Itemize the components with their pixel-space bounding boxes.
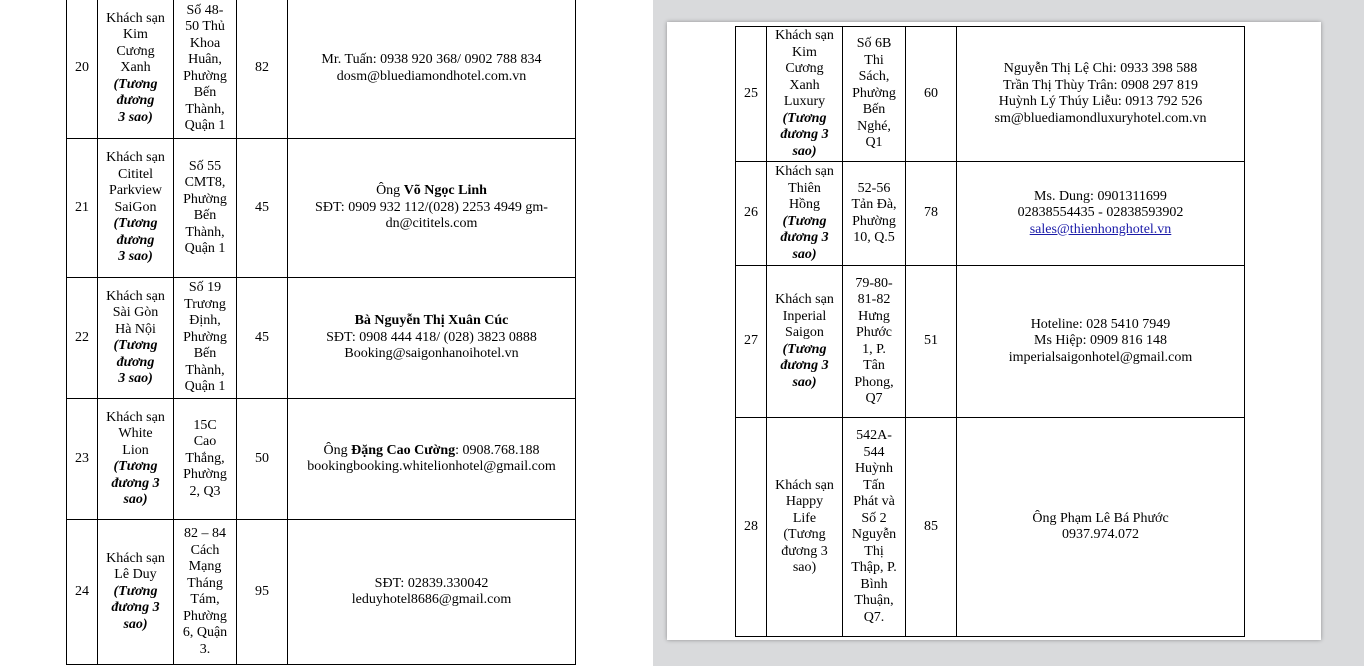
address-cell: 52-56 Tản Đà, Phường 10, Q.5 bbox=[843, 162, 906, 266]
document-page-right bbox=[667, 22, 1321, 640]
contact-cell: Hoteline: 028 5410 7949 Ms Hiệp: 0909 816 148 imperialsaigonhotel@gmail.com bbox=[957, 266, 1245, 418]
address-cell: Số 19 Trương Định, Phường Bến Thành, Quận 1 bbox=[174, 278, 237, 399]
hotel-name-cell: Khách sạn Happy Life (Tương đương 3 sao) bbox=[767, 418, 843, 637]
address-cell: 542A- 544 Huỳnh Tấn Phát và Số 2 Nguyễn Thị Thập, P. Bình Thuận, Q7. bbox=[843, 418, 906, 637]
address-cell: 15C Cao Thắng, Phường 2, Q3 bbox=[174, 399, 237, 520]
room-count: 45 bbox=[237, 278, 288, 399]
room-count: 45 bbox=[237, 139, 288, 278]
row-number: 26 bbox=[736, 162, 767, 266]
table-row bbox=[736, 27, 1245, 162]
room-count: 85 bbox=[906, 418, 957, 637]
contact-cell: Ông Đặng Cao Cường: 0908.768.188 bookingbooking.whitelionhotel@gmail.com bbox=[288, 399, 576, 520]
hotel-name-cell: Khách sạn Kim Cương Xanh (Tương đương 3 sao) bbox=[98, 0, 174, 139]
row-number: 25 bbox=[736, 27, 767, 162]
address-cell: 82 – 84 Cách Mạng Tháng Tám, Phường 6, Quận 3. bbox=[174, 520, 237, 665]
contact-cell: Ông Võ Ngọc Linh SĐT: 0909 932 112/(028) 2253 4949 gm- dn@cititels.com bbox=[288, 139, 576, 278]
row-number: 22 bbox=[67, 278, 98, 399]
room-count: 78 bbox=[906, 162, 957, 266]
row-number: 28 bbox=[736, 418, 767, 637]
table-row bbox=[67, 278, 576, 399]
hotel-name-cell: Khách sạn Inperial Saigon (Tương đương 3 sao) bbox=[767, 266, 843, 418]
row-number: 21 bbox=[67, 139, 98, 278]
row-number: 27 bbox=[736, 266, 767, 418]
contact-cell: Mr. Tuấn: 0938 920 368/ 0902 788 834 dosm@bluediamondhotel.com.vn bbox=[288, 0, 576, 139]
room-count: 50 bbox=[237, 399, 288, 520]
contact-cell: Bà Nguyễn Thị Xuân Cúc SĐT: 0908 444 418/ (028) 3823 0888 Booking@saigonhanoihotel.vn bbox=[288, 278, 576, 399]
contact-cell: Ông Phạm Lê Bá Phước 0937.974.072 bbox=[957, 418, 1245, 637]
hotel-name-cell: Khách sạn White Lion (Tương đương 3 sao) bbox=[98, 399, 174, 520]
hotel-name-cell: Khách sạn Lê Duy (Tương đương 3 sao) bbox=[98, 520, 174, 665]
table-row bbox=[67, 399, 576, 520]
row-number: 20 bbox=[67, 0, 98, 139]
contact-cell: Nguyễn Thị Lệ Chi: 0933 398 588 Trần Thị Thùy Trân: 0908 297 819 Huỳnh Lý Thúy Liễu: 0913 792 526 sm@bluediamondluxuryhotel.com.vn bbox=[957, 27, 1245, 162]
document-page-left bbox=[0, 0, 653, 666]
address-cell: Số 55 CMT8, Phường Bến Thành, Quận 1 bbox=[174, 139, 237, 278]
hotel-name-cell: Khách sạn Thiên Hồng (Tương đương 3 sao) bbox=[767, 162, 843, 266]
room-count: 60 bbox=[906, 27, 957, 162]
table-row bbox=[736, 266, 1245, 418]
room-count: 95 bbox=[237, 520, 288, 665]
hotel-table-left bbox=[66, 0, 576, 665]
row-number: 23 bbox=[67, 399, 98, 520]
room-count: 82 bbox=[237, 0, 288, 139]
room-count: 51 bbox=[906, 266, 957, 418]
contact-cell: SĐT: 02839.330042 leduyhotel8686@gmail.com bbox=[288, 520, 576, 665]
table-row bbox=[67, 0, 576, 139]
address-cell: Số 48- 50 Thủ Khoa Huân, Phường Bến Thành, Quận 1 bbox=[174, 0, 237, 139]
contact-cell: Ms. Dung: 0901311699 02838554435 - 02838593902 sales@thienhonghotel.vn bbox=[957, 162, 1245, 266]
table-row bbox=[67, 139, 576, 278]
hotel-name-cell: Khách sạn Cititel Parkview SaiGon (Tương đương 3 sao) bbox=[98, 139, 174, 278]
table-row bbox=[736, 418, 1245, 637]
hotel-name-cell: Khách sạn Kim Cương Xanh Luxury (Tương đương 3 sao) bbox=[767, 27, 843, 162]
table-row bbox=[736, 162, 1245, 266]
hotel-name-cell: Khách sạn Sài Gòn Hà Nội (Tương đương 3 sao) bbox=[98, 278, 174, 399]
address-cell: Số 6B Thi Sách, Phường Bến Nghé, Q1 bbox=[843, 27, 906, 162]
table-row bbox=[67, 520, 576, 665]
hotel-table-right bbox=[735, 26, 1245, 637]
address-cell: 79-80- 81-82 Hưng Phước 1, P. Tân Phong, Q7 bbox=[843, 266, 906, 418]
row-number: 24 bbox=[67, 520, 98, 665]
email-link[interactable]: sales@thienhonghotel.vn bbox=[1029, 221, 1172, 237]
